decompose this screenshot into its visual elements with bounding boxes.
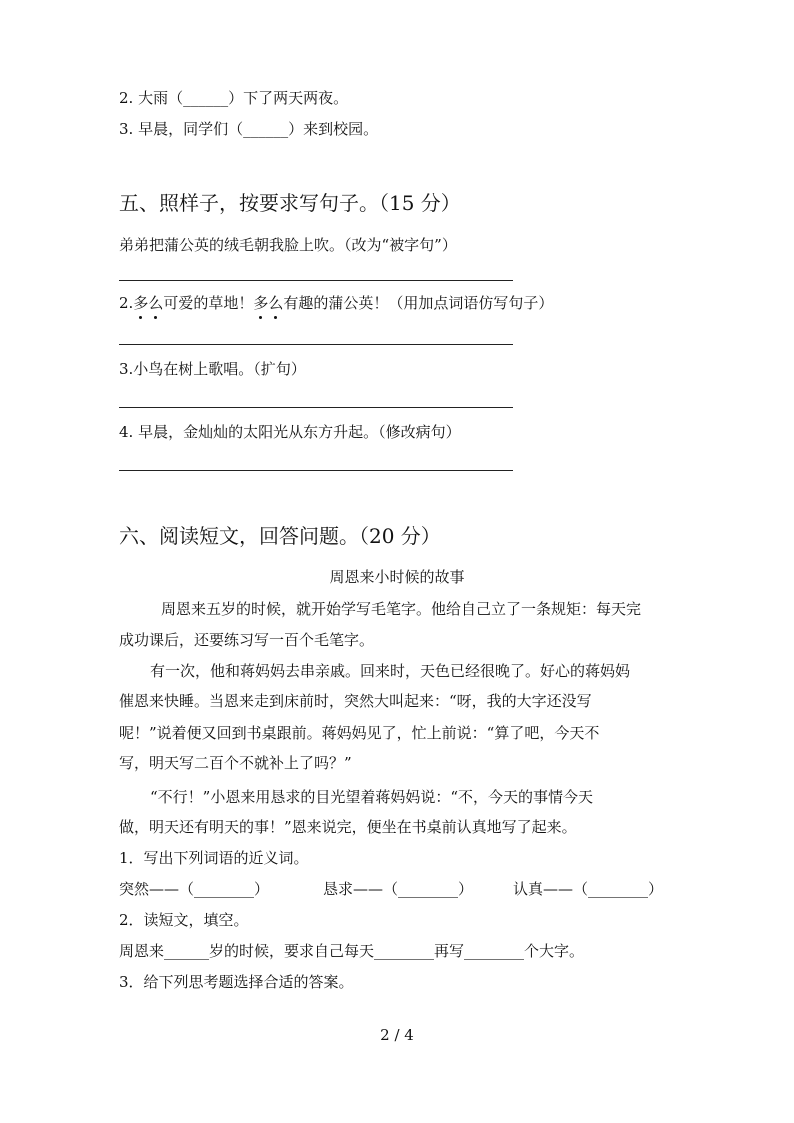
story-line: 写，明天写二百个不就补上了吗？” [119, 754, 352, 772]
rewrite-question-3: 3.小鸟在树上歌唱。（扩句） [119, 360, 306, 378]
answer-line-3[interactable] [119, 407, 513, 408]
dotted-word-2b: 么 [268, 294, 284, 312]
synonym-item-1[interactable]: 突然——（________） [119, 880, 270, 898]
synonym-item-2[interactable]: 恳求——（________） [323, 880, 474, 898]
story-line: 呢！”说着便又回到书桌跟前。蒋妈妈见了，忙上前说：“算了吧，今天不 [119, 724, 600, 742]
rewrite-question-4: 4. 早晨，金灿灿的太阳光从东方升起。（修改病句） [119, 423, 461, 441]
story-line: 成功课后，还要练习写一百个毛笔字。 [119, 631, 375, 649]
story-title: 周恩来小时候的故事 [329, 568, 465, 586]
synonym-item-3[interactable]: 认真——（________） [513, 880, 664, 898]
dotted-word-1a: 多 [133, 294, 149, 312]
q2-prefix: 2. [119, 294, 134, 312]
q2-suffix: 有趣的蒲公英！（用加点词语仿写句子） [283, 294, 554, 312]
q2-mid: 可爱的草地！ [163, 294, 254, 312]
question-3-label: 3．给下列思考题选择合适的答案。 [119, 973, 354, 991]
rewrite-question-1: 弟弟把蒲公英的绒毛朝我脸上吹。（改为“被字句”） [119, 236, 457, 254]
story-line: 周恩来五岁的时候，就开始学写毛笔字。他给自己立了一条规矩：每天完 [161, 600, 642, 618]
answer-line-4[interactable] [119, 470, 513, 471]
fill-blank-item-3: 3. 早晨，同学们（______）来到校园。 [119, 120, 379, 138]
dotted-word-1b: 么 [148, 294, 164, 312]
dotted-word-2a: 多 [253, 294, 269, 312]
story-line: 有一次，他和蒋妈妈去串亲戚。回来时，天色已经很晚了。好心的蒋妈妈 [150, 662, 631, 680]
question-2-label: 2．读短文，填空。 [119, 911, 249, 929]
rewrite-question-2 [119, 293, 553, 313]
story-line: 做，明天还有明天的事！”恩来说完，便坐在书桌前认真地写了起来。 [119, 818, 577, 836]
story-line: 催恩来快睡。当恩来走到床前时，突然大叫起来：“呀，我的大字还没写 [119, 692, 592, 710]
section-six-heading: 六、阅读短文，回答问题。（20 分） [119, 524, 441, 548]
question-2-fill[interactable]: 周恩来______岁的时候，要求自己每天________再写________个大字。 [119, 942, 585, 960]
story-line: “不行！”小恩来用恳求的目光望着蒋妈妈说：“不，今天的事情今天 [150, 788, 594, 806]
question-1-label: 1．写出下列词语的近义词。 [119, 849, 309, 867]
section-five-heading: 五、照样子，按要求写句子。（15 分） [119, 191, 461, 215]
answer-line-2[interactable] [119, 344, 513, 345]
fill-blank-item-2: 2. 大雨（______）下了两天两夜。 [119, 89, 349, 107]
page-number: 2 / 4 [380, 1026, 414, 1044]
answer-line-1[interactable] [119, 280, 513, 281]
